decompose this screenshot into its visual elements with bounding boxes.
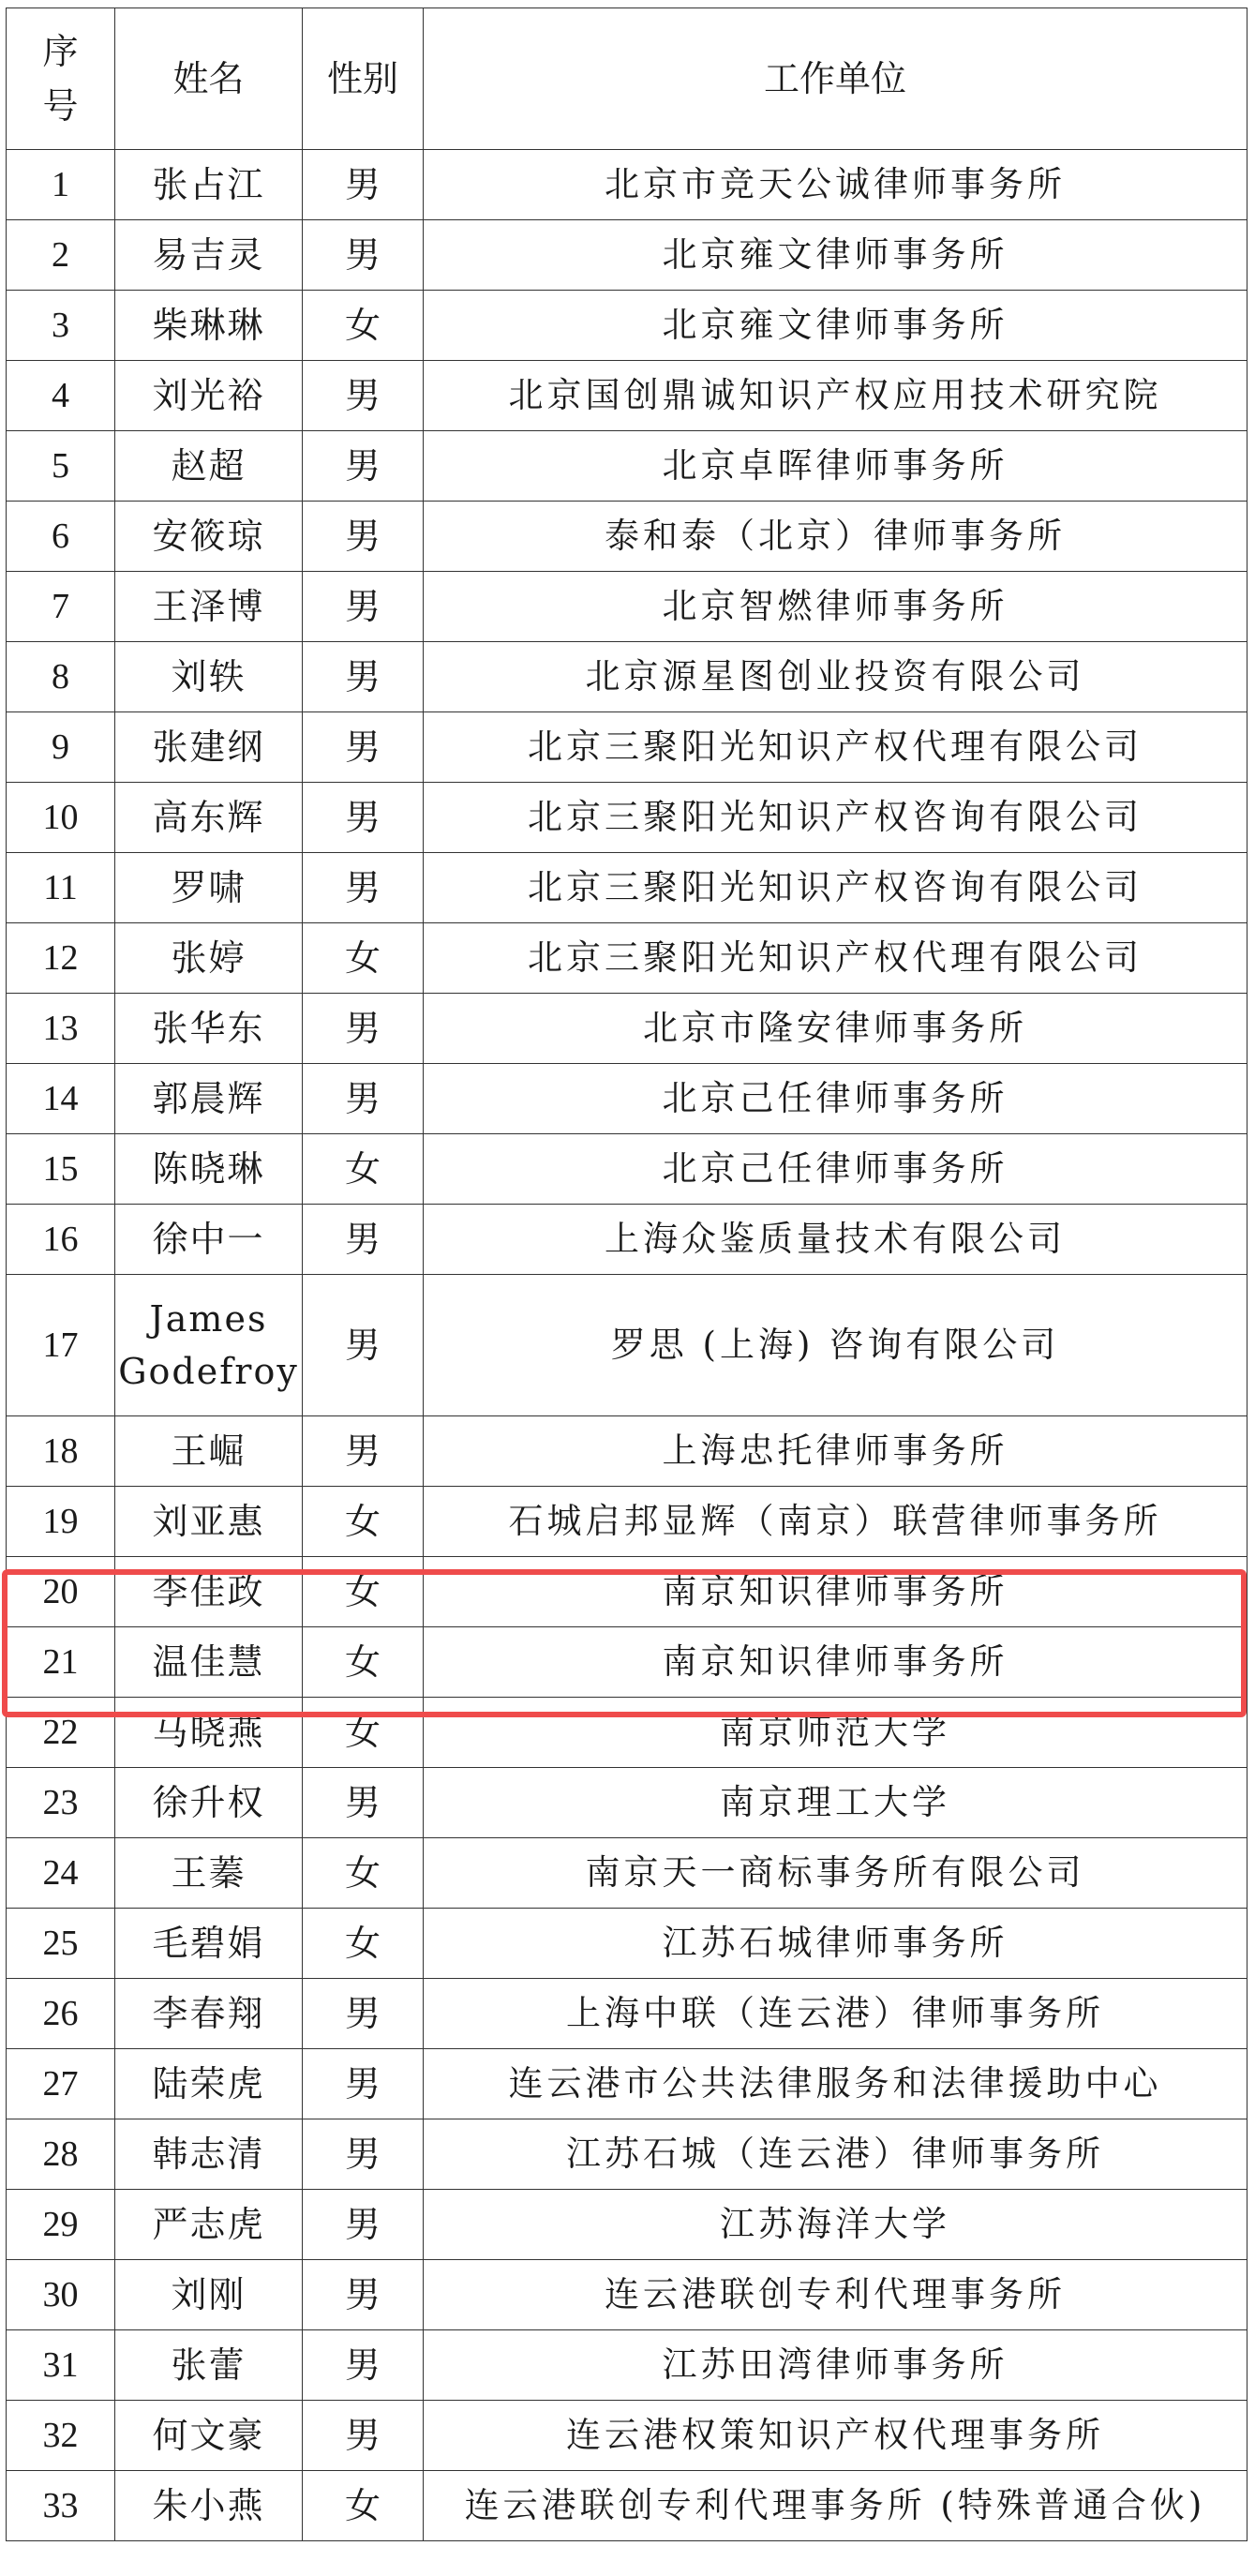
cell-number: 22 (7, 1698, 115, 1768)
table-row (7, 502, 1248, 572)
cell-name: 李佳政 (115, 1557, 303, 1627)
cell-number: 14 (7, 1064, 115, 1134)
header-workplace: 工作单位 (424, 8, 1248, 150)
table-row (7, 2401, 1248, 2471)
cell-workplace: 泰和泰（北京）律师事务所 (424, 502, 1248, 572)
cell-name: 李春翔 (115, 1979, 303, 2049)
cell-workplace: 南京知识律师事务所 (424, 1557, 1248, 1627)
cell-number: 10 (7, 783, 115, 853)
cell-workplace: 南京师范大学 (424, 1698, 1248, 1768)
cell-workplace: 北京国创鼎诚知识产权应用技术研究院 (424, 361, 1248, 431)
cell-workplace: 南京知识律师事务所 (424, 1627, 1248, 1698)
table-row (7, 2049, 1248, 2119)
cell-workplace: 北京三聚阳光知识产权代理有限公司 (424, 712, 1248, 783)
table-row (7, 1979, 1248, 2049)
cell-name: 陆荣虎 (115, 2049, 303, 2119)
table-row (7, 1768, 1248, 1838)
cell-workplace: 江苏石城律师事务所 (424, 1909, 1248, 1979)
cell-number: 17 (7, 1275, 115, 1416)
table-row (7, 1416, 1248, 1487)
table-row (7, 1909, 1248, 1979)
cell-name: 王崛 (115, 1416, 303, 1487)
cell-workplace: 北京源星图创业投资有限公司 (424, 642, 1248, 712)
cell-name: 王蓁 (115, 1838, 303, 1909)
table-body (7, 150, 1248, 2541)
cell-name: 易吉灵 (115, 220, 303, 291)
cell-gender: 男 (303, 1768, 424, 1838)
cell-number: 8 (7, 642, 115, 712)
cell-name: 陈晓琳 (115, 1134, 303, 1205)
table-row (7, 2190, 1248, 2260)
cell-gender: 男 (303, 1979, 424, 2049)
cell-gender: 男 (303, 361, 424, 431)
cell-name: 赵超 (115, 431, 303, 502)
table-row (7, 2260, 1248, 2330)
cell-number: 24 (7, 1838, 115, 1909)
cell-gender: 男 (303, 783, 424, 853)
cell-number: 2 (7, 220, 115, 291)
cell-gender: 男 (303, 2049, 424, 2119)
cell-gender: 男 (303, 150, 424, 220)
cell-number: 19 (7, 1487, 115, 1557)
cell-number: 26 (7, 1979, 115, 2049)
table-row (7, 2119, 1248, 2190)
cell-workplace: 北京己任律师事务所 (424, 1134, 1248, 1205)
header-name: 姓名 (115, 8, 303, 150)
cell-gender: 男 (303, 1205, 424, 1275)
cell-workplace: 北京智燃律师事务所 (424, 572, 1248, 642)
table-row (7, 1134, 1248, 1205)
cell-name: 刘轶 (115, 642, 303, 712)
cell-gender: 女 (303, 291, 424, 361)
cell-name: 张占江 (115, 150, 303, 220)
cell-gender: 男 (303, 712, 424, 783)
table-row (7, 291, 1248, 361)
cell-workplace: 连云港联创专利代理事务所 (424, 2260, 1248, 2330)
cell-name: 朱小燕 (115, 2471, 303, 2541)
cell-name: 柴琳琳 (115, 291, 303, 361)
cell-number: 30 (7, 2260, 115, 2330)
cell-gender: 男 (303, 2260, 424, 2330)
cell-name: 何文豪 (115, 2401, 303, 2471)
cell-name: 郭晨辉 (115, 1064, 303, 1134)
table-row (7, 1064, 1248, 1134)
cell-gender: 男 (303, 853, 424, 923)
cell-name: 罗啸 (115, 853, 303, 923)
cell-number: 12 (7, 923, 115, 994)
cell-name: 刘光裕 (115, 361, 303, 431)
cell-name: 徐中一 (115, 1205, 303, 1275)
cell-gender: 女 (303, 1557, 424, 1627)
cell-gender: 女 (303, 1487, 424, 1557)
cell-number: 1 (7, 150, 115, 220)
table-row (7, 923, 1248, 994)
cell-workplace: 上海忠托律师事务所 (424, 1416, 1248, 1487)
cell-name: 张华东 (115, 994, 303, 1064)
table-row (7, 1698, 1248, 1768)
cell-name: 马晓燕 (115, 1698, 303, 1768)
cell-gender: 男 (303, 2401, 424, 2471)
cell-name: 韩志清 (115, 2119, 303, 2190)
cell-number: 18 (7, 1416, 115, 1487)
cell-gender: 男 (303, 431, 424, 502)
cell-workplace: 南京理工大学 (424, 1768, 1248, 1838)
cell-workplace: 北京市竞天公诚律师事务所 (424, 150, 1248, 220)
cell-name: James Godefroy (115, 1275, 303, 1416)
header-row (7, 8, 1248, 150)
cell-gender: 男 (303, 642, 424, 712)
cell-number: 20 (7, 1557, 115, 1627)
header-number-line1: 序 (42, 31, 79, 72)
cell-gender: 男 (303, 220, 424, 291)
cell-gender: 女 (303, 1698, 424, 1768)
cell-number: 27 (7, 2049, 115, 2119)
cell-number: 21 (7, 1627, 115, 1698)
cell-workplace: 北京卓晖律师事务所 (424, 431, 1248, 502)
header-number (7, 8, 115, 150)
cell-gender: 男 (303, 502, 424, 572)
cell-number: 4 (7, 361, 115, 431)
cell-gender: 男 (303, 2190, 424, 2260)
table-row (7, 431, 1248, 502)
table-header (7, 8, 1248, 150)
header-gender: 性别 (303, 8, 424, 150)
cell-workplace: 北京三聚阳光知识产权代理有限公司 (424, 923, 1248, 994)
cell-name: 王泽博 (115, 572, 303, 642)
table-row (7, 150, 1248, 220)
cell-number: 3 (7, 291, 115, 361)
cell-gender: 女 (303, 1134, 424, 1205)
cell-workplace: 北京雍文律师事务所 (424, 220, 1248, 291)
cell-number: 9 (7, 712, 115, 783)
cell-workplace: 连云港市公共法律服务和法律援助中心 (424, 2049, 1248, 2119)
cell-number: 5 (7, 431, 115, 502)
cell-number: 16 (7, 1205, 115, 1275)
table-row (7, 1557, 1248, 1627)
table-row (7, 1275, 1248, 1416)
cell-name: 温佳慧 (115, 1627, 303, 1698)
cell-gender: 男 (303, 1064, 424, 1134)
cell-number: 32 (7, 2401, 115, 2471)
cell-number: 7 (7, 572, 115, 642)
cell-gender: 女 (303, 923, 424, 994)
cell-number: 33 (7, 2471, 115, 2541)
cell-name: 刘亚惠 (115, 1487, 303, 1557)
table-row (7, 783, 1248, 853)
cell-workplace: 石城启邦显辉（南京）联营律师事务所 (424, 1487, 1248, 1557)
cell-workplace: 上海中联（连云港）律师事务所 (424, 1979, 1248, 2049)
cell-gender: 女 (303, 1627, 424, 1698)
table-row (7, 642, 1248, 712)
cell-workplace: 连云港联创专利代理事务所 (特殊普通合伙) (424, 2471, 1248, 2541)
table-row (7, 220, 1248, 291)
cell-name: 张蕾 (115, 2330, 303, 2401)
cell-name: 张建纲 (115, 712, 303, 783)
cell-workplace: 江苏海洋大学 (424, 2190, 1248, 2260)
cell-workplace: 北京市隆安律师事务所 (424, 994, 1248, 1064)
table-row (7, 1838, 1248, 1909)
cell-gender: 女 (303, 1909, 424, 1979)
table-row (7, 712, 1248, 783)
cell-number: 11 (7, 853, 115, 923)
table-row (7, 361, 1248, 431)
cell-gender: 男 (303, 1416, 424, 1487)
cell-workplace: 北京三聚阳光知识产权咨询有限公司 (424, 783, 1248, 853)
cell-number: 25 (7, 1909, 115, 1979)
table-row (7, 1487, 1248, 1557)
cell-number: 15 (7, 1134, 115, 1205)
cell-name: 徐升权 (115, 1768, 303, 1838)
cell-name: 刘刚 (115, 2260, 303, 2330)
header-number-line2: 号 (42, 85, 79, 127)
cell-name: 高东辉 (115, 783, 303, 853)
cell-workplace: 江苏田湾律师事务所 (424, 2330, 1248, 2401)
table-row (7, 572, 1248, 642)
cell-number: 13 (7, 994, 115, 1064)
cell-number: 6 (7, 502, 115, 572)
cell-workplace: 北京己任律师事务所 (424, 1064, 1248, 1134)
cell-workplace: 罗思 (上海) 咨询有限公司 (424, 1275, 1248, 1416)
cell-number: 28 (7, 2119, 115, 2190)
cell-name: 毛碧娟 (115, 1909, 303, 1979)
cell-number: 29 (7, 2190, 115, 2260)
cell-gender: 男 (303, 1275, 424, 1416)
cell-workplace: 江苏石城（连云港）律师事务所 (424, 2119, 1248, 2190)
cell-workplace: 上海众鉴质量技术有限公司 (424, 1205, 1248, 1275)
cell-name: 严志虎 (115, 2190, 303, 2260)
cell-number: 23 (7, 1768, 115, 1838)
cell-gender: 女 (303, 1838, 424, 1909)
table-row (7, 2330, 1248, 2401)
cell-gender: 男 (303, 994, 424, 1064)
table-row (7, 2471, 1248, 2541)
cell-workplace: 北京三聚阳光知识产权咨询有限公司 (424, 853, 1248, 923)
cell-workplace: 北京雍文律师事务所 (424, 291, 1248, 361)
cell-gender: 男 (303, 2330, 424, 2401)
cell-workplace: 连云港权策知识产权代理事务所 (424, 2401, 1248, 2471)
table-row (7, 853, 1248, 923)
cell-gender: 女 (303, 2471, 424, 2541)
cell-name: 张婷 (115, 923, 303, 994)
cell-gender: 男 (303, 2119, 424, 2190)
table-row (7, 1627, 1248, 1698)
cell-gender: 男 (303, 572, 424, 642)
table-row (7, 994, 1248, 1064)
cell-number: 31 (7, 2330, 115, 2401)
table-row (7, 1205, 1248, 1275)
roster-table (6, 7, 1248, 2541)
cell-name: 安筱琼 (115, 502, 303, 572)
cell-workplace: 南京天一商标事务所有限公司 (424, 1838, 1248, 1909)
